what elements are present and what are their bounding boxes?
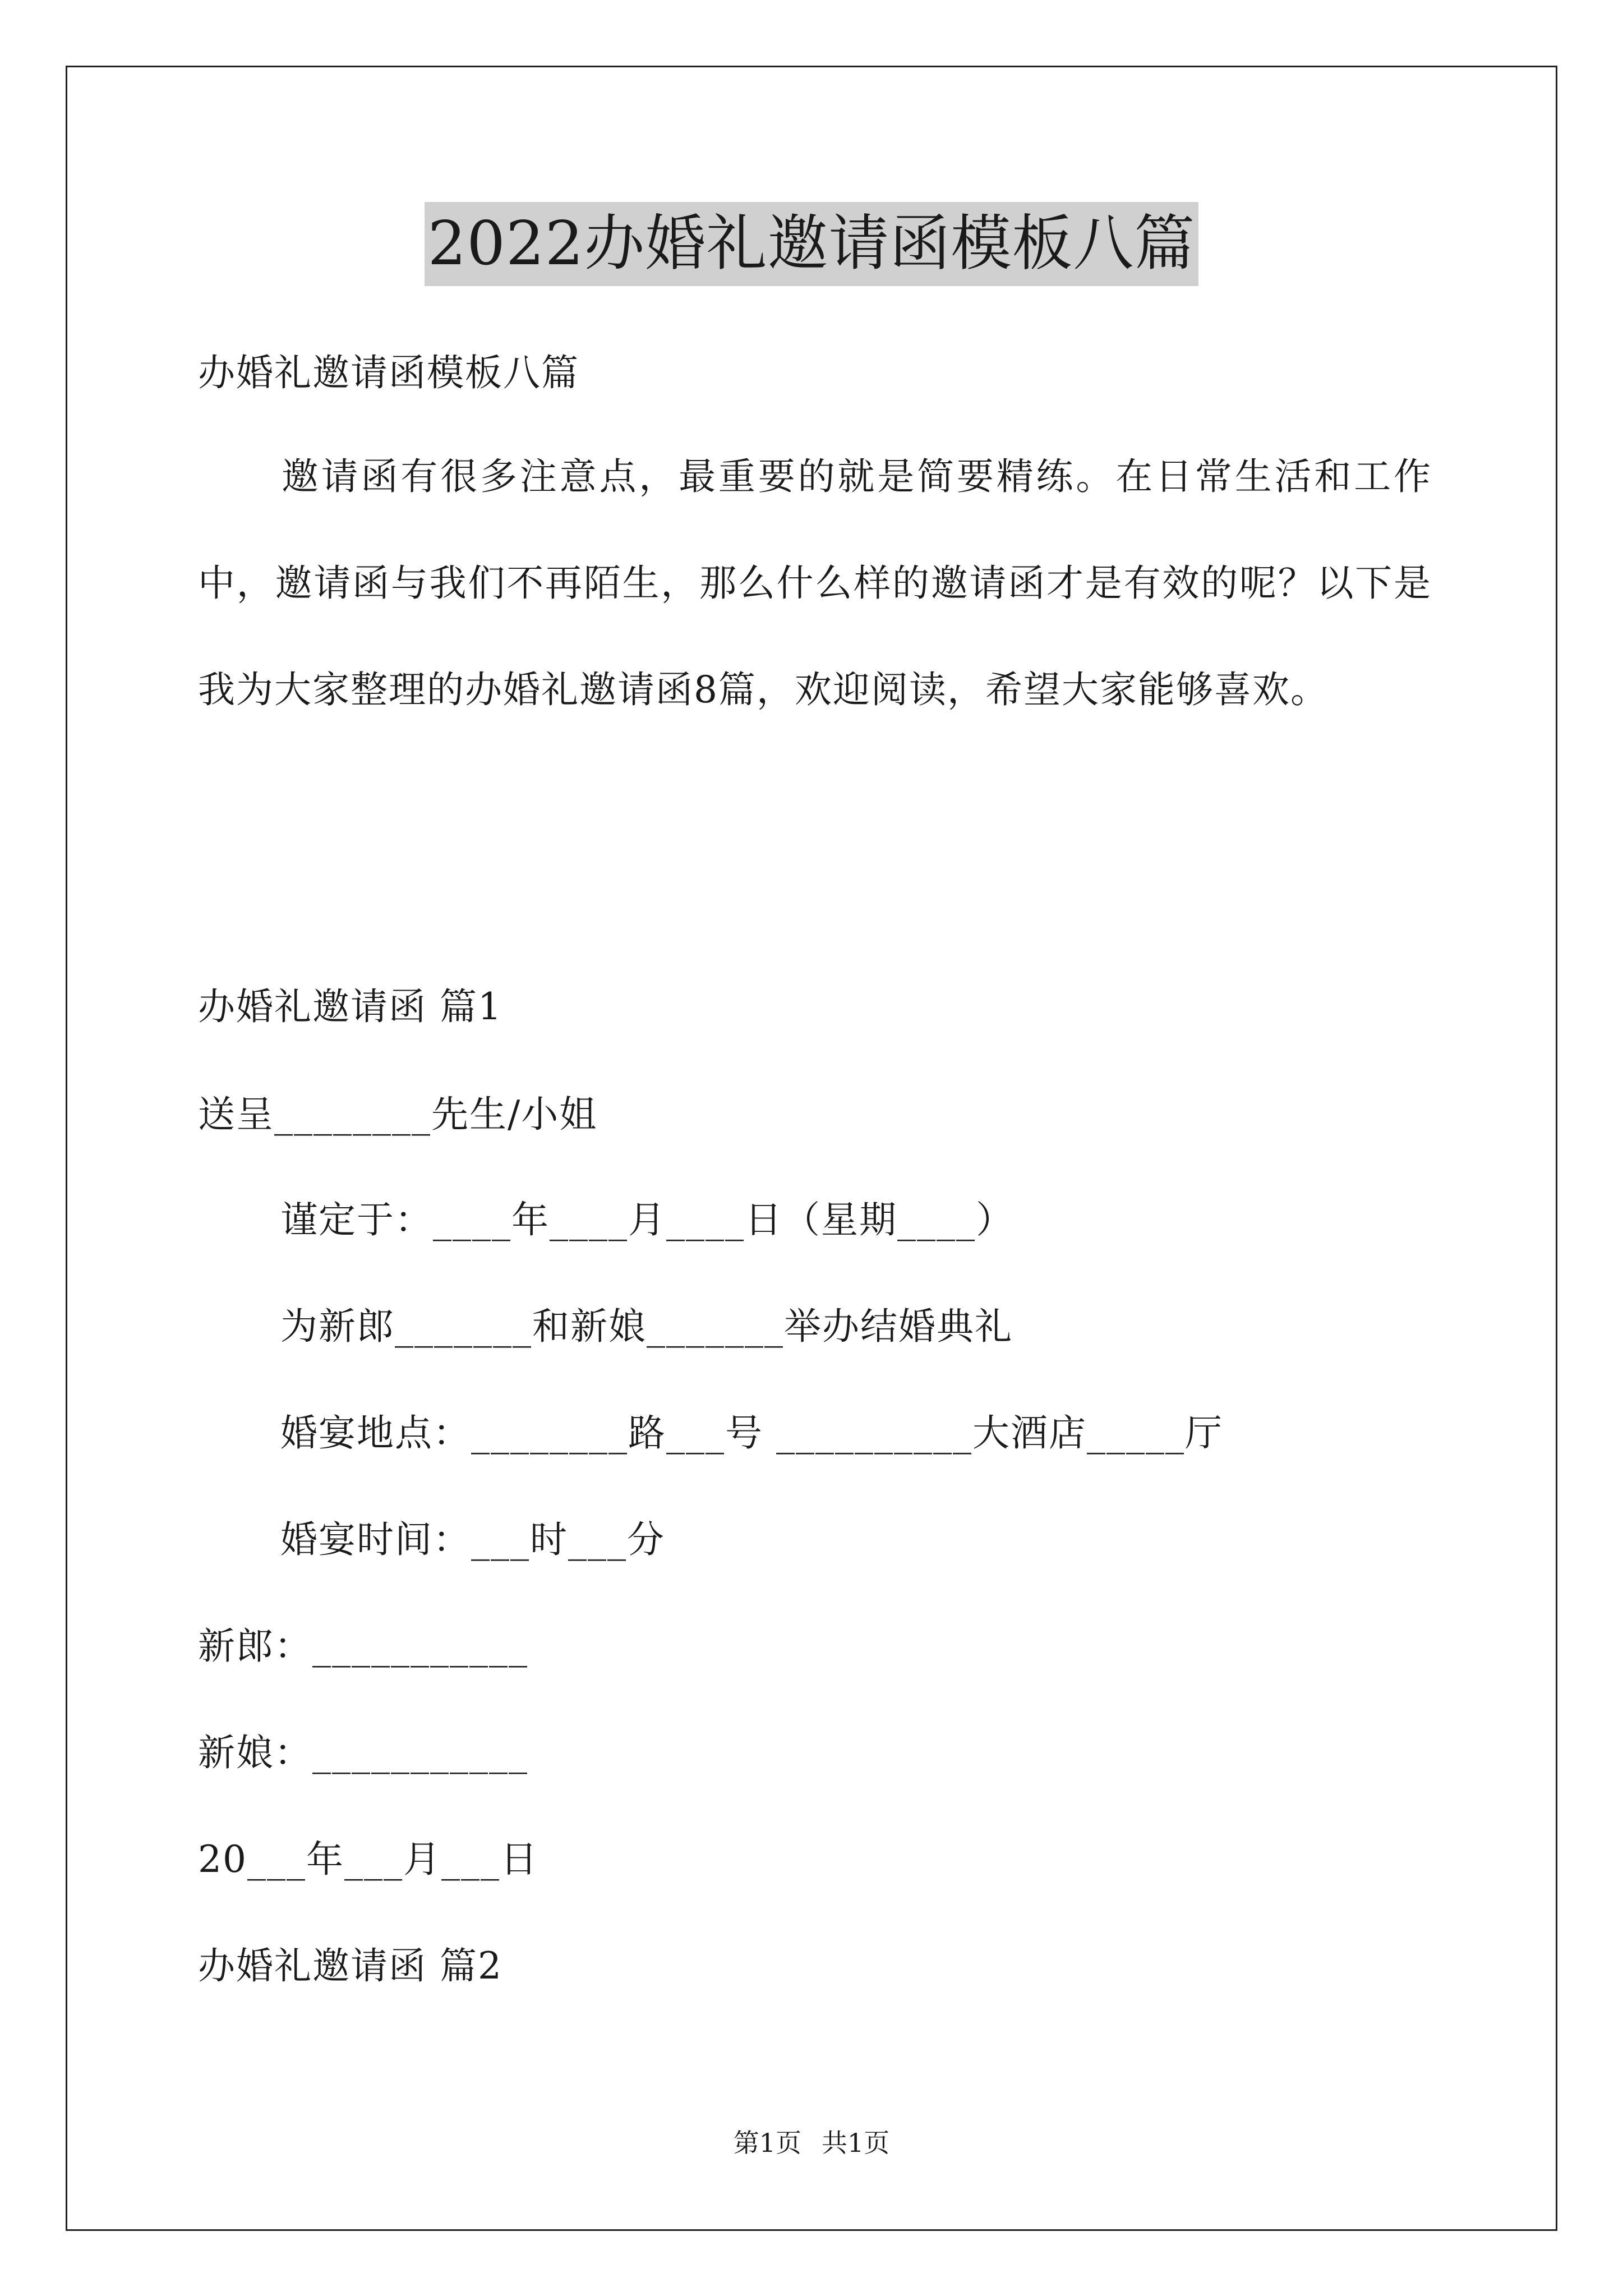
addressee-line: 送呈________先生/小姐: [198, 1093, 598, 1136]
subtitle: 办婚礼邀请函模板八篇: [198, 351, 579, 394]
title-container: [0, 202, 1623, 286]
page-number: 第1页: [733, 2128, 801, 2158]
groom-signature: 新郎：___________: [198, 1625, 528, 1668]
page-footer: [0, 2126, 1623, 2160]
couple-line: 为新郎_______和新娘_______举办结婚典礼: [280, 1305, 1013, 1348]
intro-paragraph: [198, 424, 1432, 743]
intro-text: 邀请函有很多注意点，最重要的就是简要精练。在日常生活和工作中，邀请函与我们不再陌生，那么什么样的邀请函才是有效的呢？以下是我为大家整理的办婚礼邀请函8篇，欢迎阅读，希望大家能够喜欢。: [198, 455, 1432, 711]
time-line: 婚宴时间：___时___分: [280, 1518, 665, 1561]
document-title: 2022办婚礼邀请函模板八篇: [425, 202, 1199, 286]
section1-heading: 办婚礼邀请函 篇1: [198, 985, 502, 1028]
signature-date: 20___年___月___日: [198, 1838, 538, 1881]
bride-signature: 新娘：___________: [198, 1731, 528, 1774]
section2-heading: 办婚礼邀请函 篇2: [198, 1944, 502, 1987]
venue-line: 婚宴地点：________路___号 __________大酒店_____厅: [280, 1411, 1223, 1455]
page-total: 共1页: [822, 2128, 890, 2158]
date-line: 谨定于：____年____月____日（星期____）: [280, 1198, 1014, 1241]
